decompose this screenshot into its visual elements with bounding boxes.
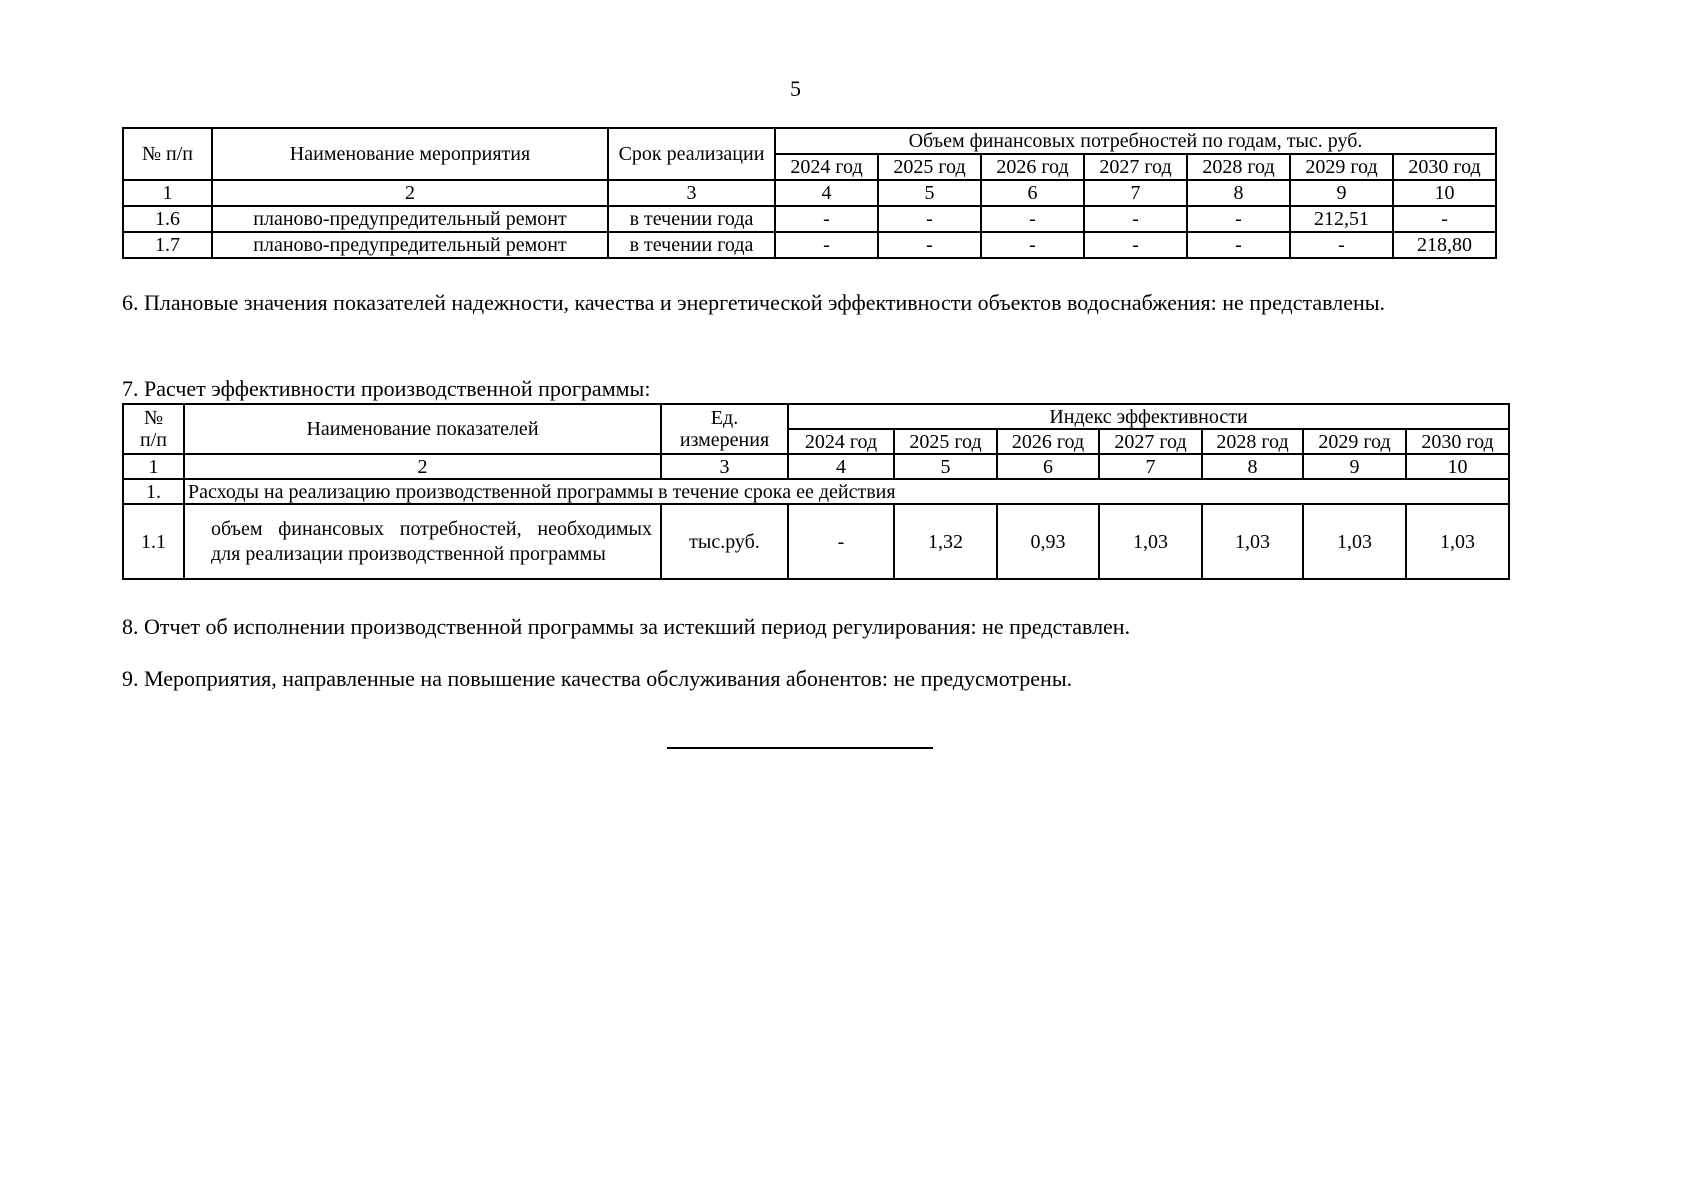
header-num: [123, 404, 184, 454]
financial-needs-table: [122, 127, 1497, 259]
row-value: 1,03: [1202, 504, 1303, 579]
column-number-row: [123, 454, 1509, 479]
row-num: 1.6: [123, 206, 212, 232]
col-number: 7: [1084, 180, 1187, 206]
header-name: Наименование показателей: [184, 404, 661, 454]
col-number: 8: [1202, 454, 1303, 479]
row-value: -: [1084, 206, 1187, 232]
row-value: -: [878, 232, 981, 258]
col-number: 5: [894, 454, 997, 479]
year-header: 2030 год: [1393, 154, 1496, 180]
row-value: -: [788, 504, 894, 579]
col-number: 4: [788, 454, 894, 479]
section-8-text: 8. Отчет об исполнении производственной программы за истекший период регулирования: не представлен.: [122, 614, 1131, 639]
col-number: 1: [123, 180, 212, 206]
col-number: 10: [1406, 454, 1509, 479]
row-value: 1,03: [1099, 504, 1202, 579]
col-number: 2: [184, 454, 661, 479]
header-num: № п/п: [123, 128, 212, 180]
year-header: 2029 год: [1290, 154, 1393, 180]
year-header: 2024 год: [788, 429, 894, 454]
year-header: 2027 год: [1099, 429, 1202, 454]
row-num: 1.7: [123, 232, 212, 258]
row-value: -: [775, 206, 878, 232]
col-number: 3: [661, 454, 788, 479]
row-name: планово-предупредительный ремонт: [212, 206, 608, 232]
row-value: -: [878, 206, 981, 232]
row-value: 0,93: [997, 504, 1099, 579]
efficiency-table: [122, 403, 1510, 580]
col-number: 7: [1099, 454, 1202, 479]
col-number: 9: [1303, 454, 1406, 479]
year-header: 2025 год: [894, 429, 997, 454]
row-name: объем финансовых потребностей, необходимых для реализации производственной программы: [184, 504, 661, 579]
row-value: -: [1393, 206, 1496, 232]
row-value: 1,32: [894, 504, 997, 579]
row-value: -: [1187, 232, 1290, 258]
year-header: 2027 год: [1084, 154, 1187, 180]
section-9-text: 9. Мероприятия, направленные на повышение качества обслуживания абонентов: не предусмотрены.: [122, 666, 1073, 691]
col-number: 5: [878, 180, 981, 206]
section-row: [123, 479, 1509, 504]
end-divider: [667, 747, 933, 749]
row-term: в течении года: [608, 206, 775, 232]
page-number: 5: [790, 76, 801, 101]
header-unit: [661, 404, 788, 454]
section-text: Расходы на реализацию производственной программы в течение срока ее действия: [184, 479, 1509, 504]
col-number: 4: [775, 180, 878, 206]
row-value: -: [1290, 232, 1393, 258]
row-value: -: [981, 206, 1084, 232]
col-number: 1: [123, 454, 184, 479]
header-name: Наименование мероприятия: [212, 128, 608, 180]
year-header: 2026 год: [981, 154, 1084, 180]
row-term: в течении года: [608, 232, 775, 258]
col-number: 6: [981, 180, 1084, 206]
table-header-row: [123, 404, 1509, 429]
row-value: -: [1084, 232, 1187, 258]
row-value: 212,51: [1290, 206, 1393, 232]
row-value: 1,03: [1303, 504, 1406, 579]
year-header: 2025 год: [878, 154, 981, 180]
row-value: -: [1187, 206, 1290, 232]
header-term: Срок реализации: [608, 128, 775, 180]
header-group: Объем финансовых потребностей по годам, тыс. руб.: [775, 128, 1496, 154]
table-header-row: [123, 128, 1496, 154]
section-7-heading: 7. Расчет эффективности производственной программы:: [122, 376, 651, 401]
year-header: 2028 год: [1202, 429, 1303, 454]
section-num: 1.: [123, 479, 184, 504]
row-value: -: [775, 232, 878, 258]
col-number: 9: [1290, 180, 1393, 206]
row-num: 1.1: [123, 504, 184, 579]
year-header: 2029 год: [1303, 429, 1406, 454]
row-value: 1,03: [1406, 504, 1509, 579]
col-number: 3: [608, 180, 775, 206]
section-6-text: 6. Плановые значения показателей надежности, качества и энергетической эффективности объектов водоснабжения: не представлены.: [122, 290, 1386, 315]
year-header: 2024 год: [775, 154, 878, 180]
row-name: планово-предупредительный ремонт: [212, 232, 608, 258]
year-header: 2030 год: [1406, 429, 1509, 454]
header-unit-line1: Ед.: [710, 407, 739, 429]
year-header: 2026 год: [997, 429, 1099, 454]
header-num-line2: п/п: [140, 429, 167, 451]
header-unit-line2: измерения: [679, 429, 770, 451]
row-value: 218,80: [1393, 232, 1496, 258]
col-number: 6: [997, 454, 1099, 479]
row-unit: тыс.руб.: [661, 504, 788, 579]
row-value: -: [981, 232, 1084, 258]
column-number-row: [123, 180, 1496, 206]
header-num-line1: №: [143, 407, 164, 429]
col-number: 10: [1393, 180, 1496, 206]
col-number: 2: [212, 180, 608, 206]
table-row: [123, 232, 1496, 258]
table-row: [123, 206, 1496, 232]
header-group: Индекс эффективности: [788, 404, 1509, 429]
table-row: [123, 504, 1509, 579]
year-header: 2028 год: [1187, 154, 1290, 180]
col-number: 8: [1187, 180, 1290, 206]
